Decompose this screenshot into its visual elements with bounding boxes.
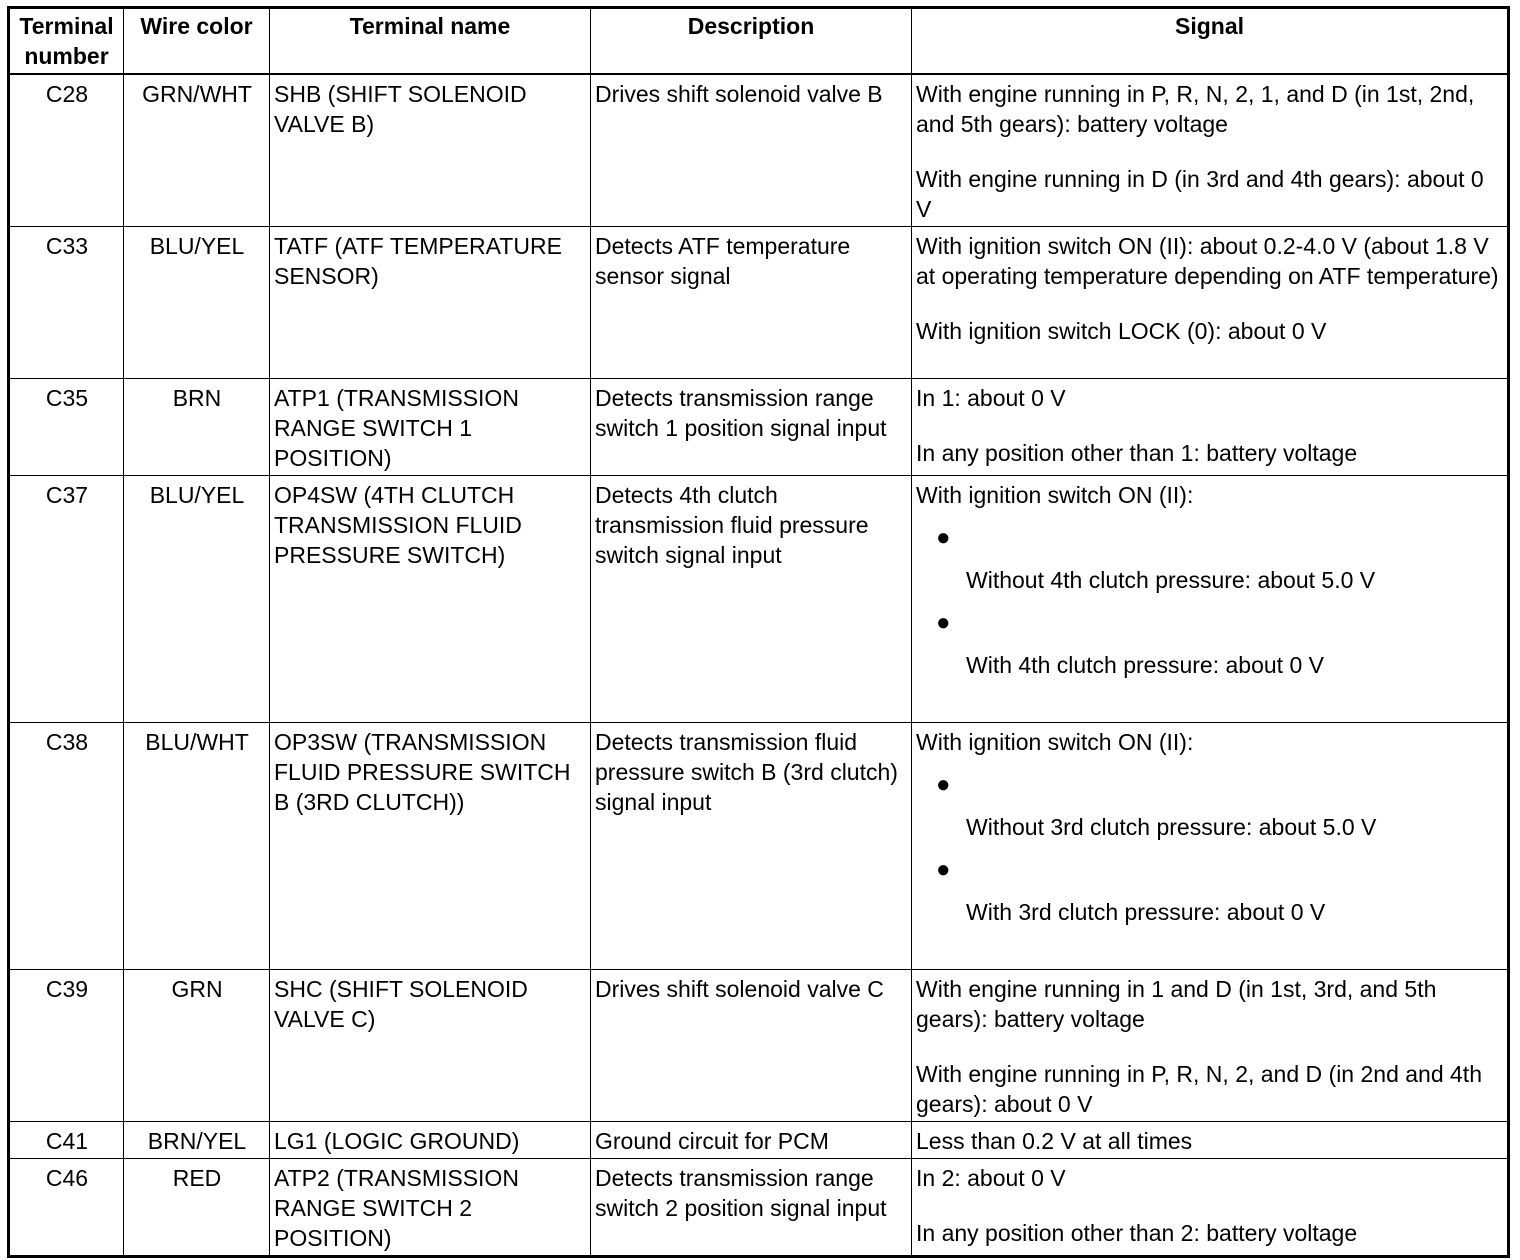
- signal-text: In any position other than 1: battery voltage: [916, 440, 1358, 466]
- description-cell: Detects ATF temperature sensor signal: [591, 227, 912, 379]
- terminal-number-cell: C35: [9, 379, 124, 476]
- header-terminal-number: Terminal number: [9, 8, 124, 75]
- signal-text: Less than 0.2 V at all times: [916, 1128, 1193, 1154]
- signal-text: With ignition switch LOCK (0): about 0 V: [916, 318, 1327, 344]
- signal-cell: [912, 379, 1509, 476]
- terminal-number-cell: C46: [9, 1159, 124, 1257]
- description-cell: Ground circuit for PCM: [591, 1122, 912, 1159]
- table-row: [9, 723, 1509, 970]
- signal-cell: [912, 723, 1509, 970]
- terminal-number-cell: C33: [9, 227, 124, 379]
- signal-bullet-item: [916, 605, 1504, 680]
- terminal-name-cell: ATP2 (TRANSMISSION RANGE SWITCH 2 POSITION): [270, 1159, 591, 1257]
- signal-bullet-item: [916, 520, 1504, 595]
- signal-bullet-item: [916, 767, 1504, 842]
- table-row: [9, 74, 1509, 227]
- bullet-dot-icon: ●: [936, 524, 951, 551]
- description-cell: Detects transmission range switch 1 position signal input: [591, 379, 912, 476]
- terminal-name-cell: SHB (SHIFT SOLENOID VALVE B): [270, 74, 591, 227]
- description-cell: Drives shift solenoid valve C: [591, 970, 912, 1122]
- terminal-name-cell: OP3SW (TRANSMISSION FLUID PRESSURE SWITCH B (3RD CLUTCH)): [270, 723, 591, 970]
- wire-color-cell: BLU/WHT: [124, 723, 270, 970]
- signal-cell: [912, 74, 1509, 227]
- signal-bullet-text: Without 3rd clutch pressure: about 5.0 V: [966, 814, 1377, 840]
- signal-text: In any position other than 2: battery voltage: [916, 1220, 1358, 1246]
- signal-bullet-text: With 4th clutch pressure: about 0 V: [966, 652, 1324, 678]
- bullet-dot-icon: ●: [936, 856, 951, 883]
- description-cell: Detects transmission range switch 2 position signal input: [591, 1159, 912, 1257]
- header-description: Description: [591, 8, 912, 75]
- terminal-table: [7, 6, 1510, 1258]
- signal-cell: [912, 970, 1509, 1122]
- signal-bullet-text: Without 4th clutch pressure: about 5.0 V: [966, 567, 1376, 593]
- description-cell: Detects transmission fluid pressure switch B (3rd clutch) signal input: [591, 723, 912, 970]
- terminal-name-cell: ATP1 (TRANSMISSION RANGE SWITCH 1 POSITION): [270, 379, 591, 476]
- signal-text: In 2: about 0 V: [916, 1165, 1066, 1191]
- wire-color-cell: BLU/YEL: [124, 476, 270, 723]
- signal-cell: [912, 1159, 1509, 1257]
- wire-color-cell: GRN: [124, 970, 270, 1122]
- wire-color-cell: BLU/YEL: [124, 227, 270, 379]
- wire-color-cell: BRN: [124, 379, 270, 476]
- terminal-number-cell: C37: [9, 476, 124, 723]
- signal-cell: [912, 1122, 1509, 1159]
- signal-cell: [912, 227, 1509, 379]
- description-cell: Detects 4th clutch transmission fluid pressure switch signal input: [591, 476, 912, 723]
- header-terminal-name: Terminal name: [270, 8, 591, 75]
- bullet-dot-icon: ●: [936, 609, 951, 636]
- header-signal: Signal: [912, 8, 1509, 75]
- terminal-name-cell: OP4SW (4TH CLUTCH TRANSMISSION FLUID PRESSURE SWITCH): [270, 476, 591, 723]
- table-row: [9, 1122, 1509, 1159]
- signal-text: With engine running in D (in 3rd and 4th gears): about 0 V: [916, 166, 1484, 222]
- table-row: [9, 1159, 1509, 1257]
- table-row: [9, 227, 1509, 379]
- signal-text: With ignition switch ON (II): about 0.2-4.0 V (about 1.8 V at operating temperature depending on ATF temperature): [916, 233, 1499, 289]
- signal-text: In 1: about 0 V: [916, 385, 1066, 411]
- signal-intro: With ignition switch ON (II):: [916, 482, 1194, 508]
- wire-color-cell: RED: [124, 1159, 270, 1257]
- terminal-number-cell: C41: [9, 1122, 124, 1159]
- signal-bullet-text: With 3rd clutch pressure: about 0 V: [966, 899, 1326, 925]
- signal-cell: [912, 476, 1509, 723]
- bullet-dot-icon: ●: [936, 771, 951, 798]
- header-row: [9, 8, 1509, 75]
- terminal-name-cell: LG1 (LOGIC GROUND): [270, 1122, 591, 1159]
- header-wire-color: Wire color: [124, 8, 270, 75]
- terminal-number-cell: C39: [9, 970, 124, 1122]
- table-row: [9, 476, 1509, 723]
- terminal-name-cell: TATF (ATF TEMPERATURE SENSOR): [270, 227, 591, 379]
- wire-color-cell: BRN/YEL: [124, 1122, 270, 1159]
- signal-bullet-item: [916, 852, 1504, 927]
- terminal-number-cell: C38: [9, 723, 124, 970]
- signal-text: With engine running in 1 and D (in 1st, 3rd, and 5th gears): battery voltage: [916, 976, 1437, 1032]
- table-row: [9, 379, 1509, 476]
- wire-color-cell: GRN/WHT: [124, 74, 270, 227]
- terminal-number-cell: C28: [9, 74, 124, 227]
- signal-intro: With ignition switch ON (II):: [916, 729, 1194, 755]
- signal-text: With engine running in P, R, N, 2, 1, and D (in 1st, 2nd, and 5th gears): battery voltage: [916, 81, 1475, 137]
- description-cell: Drives shift solenoid valve B: [591, 74, 912, 227]
- signal-text: With engine running in P, R, N, 2, and D (in 2nd and 4th gears): about 0 V: [916, 1061, 1482, 1117]
- terminal-name-cell: SHC (SHIFT SOLENOID VALVE C): [270, 970, 591, 1122]
- table-row: [9, 970, 1509, 1122]
